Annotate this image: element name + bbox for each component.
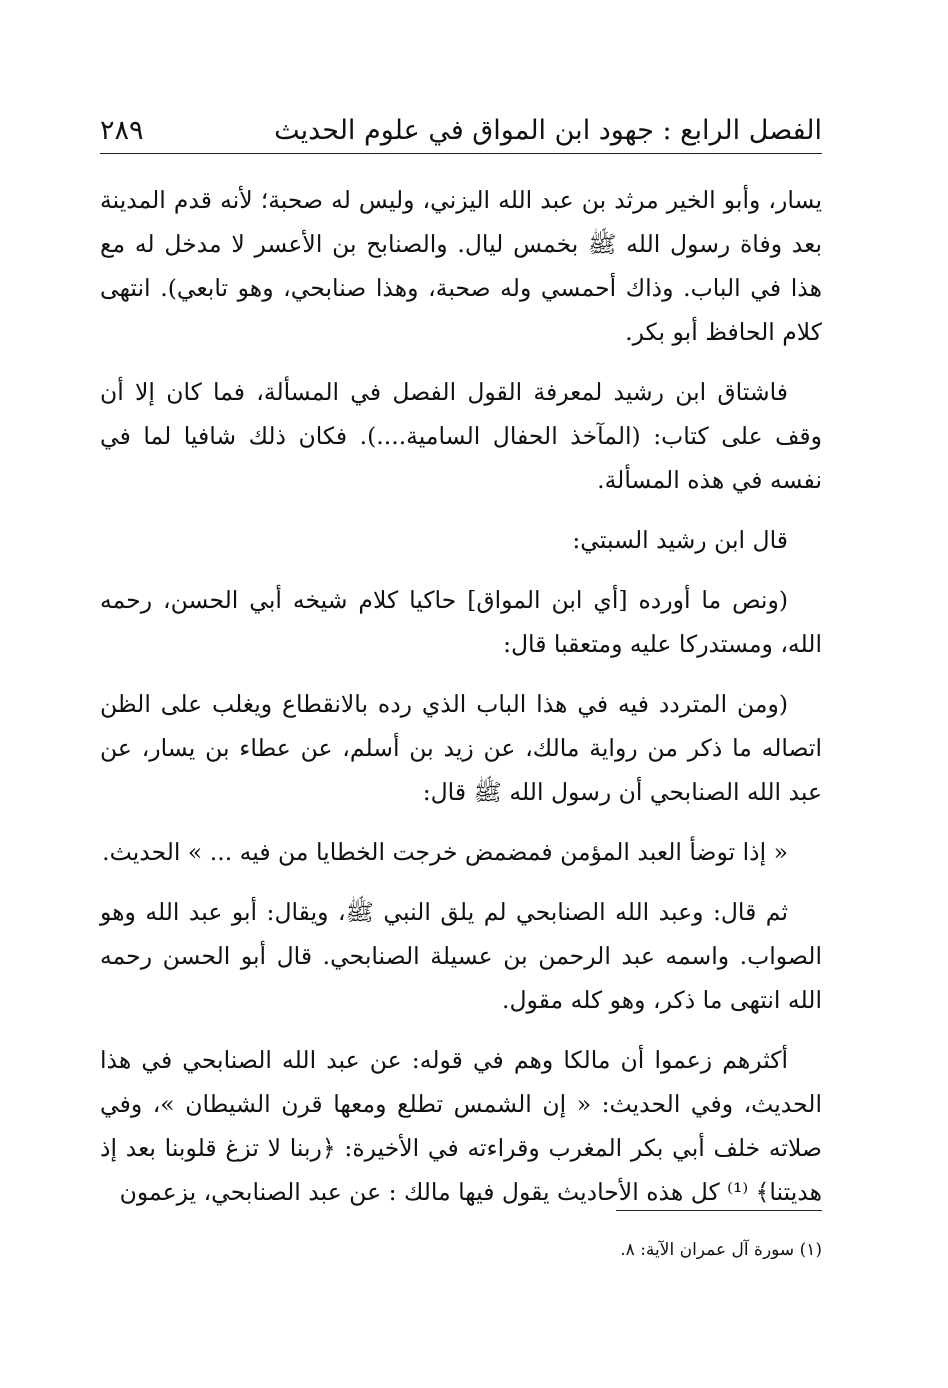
paragraph-8: أكثرهم زعموا أن مالكا وهم في قوله: عن عبد الله الصنابحي في هذا الحديث، وفي الحديث: « إن الشمس تطلع ومعها قرن الشيطان »، وفي صلاته خلف أبي بكر المغرب وقراءته في الأخيرة: ﴿ربنا لا تزغ قلوبنا بعد إذ هديتنا﴾ ⁽¹⁾ كل هذه الأحاديث يقول فيها مالك : عن عبد الصنابحي، يزعمون — [100, 1046, 822, 1206]
page-number: ٢٨٩ — [100, 114, 144, 146]
chapter-title: الفصل الرابع : جهود ابن المواق في علوم الحديث — [274, 114, 822, 146]
paragraph-5: (ومن المتردد فيه في هذا الباب الذي رده بالانقطاع ويغلب على الظن اتصاله ما ذكر من رواية مالك، عن زيد بن أسلم، عن عطاء بن يسار، عن عبد الله الصنابحي أن رسول الله ﷺ قال: — [100, 690, 822, 806]
paragraph-7: ثم قال: وعبد الله الصنابحي لم يلق النبي ﷺ، ويقال: أبو عبد الله وهو الصواب. واسمه عبد الرحمن بن عسيلة الصنابحي. قال أبو الحسن رحمه الله انتهى ما ذكر، وهو كله مقول. — [100, 898, 822, 1014]
paragraph-1: يسار، وأبو الخير مرثد بن عبد الله اليزني، وليس له صحبة؛ لأنه قدم المدينة بعد وفاة رسول الله ﷺ بخمس ليال. والصنابح بن الأعسر لا مدخل له مع هذا في الباب. وذاك أحمسي وله صحبة، وهذا صنابحي، وهو تابعي). انتهى كلام الحافظ أبو بكر. — [100, 186, 822, 346]
book-page — [100, 0, 822, 1388]
body-text — [100, 178, 822, 1230]
footnote-rule — [616, 1210, 822, 1211]
paragraph-2: فاشتاق ابن رشيد لمعرفة القول الفصل في المسألة، فما كان إلا أن وقف على كتاب: (المآخذ الحفال السامية....). فكان ذلك شافيا لما في نفسه في هذه المسألة. — [100, 378, 822, 494]
paragraph-4: (ونص ما أورده [أي ابن المواق] حاكيا كلام شيخه أبي الحسن، رحمه الله، ومستدركا عليه ومتعقبا قال: — [100, 586, 822, 658]
running-header — [100, 108, 822, 152]
paragraph-3: قال ابن رشيد السبتي: — [572, 526, 788, 554]
footnote: (١) سورة آل عمران الآية: ٨. — [620, 1240, 822, 1260]
header-rule — [100, 153, 822, 154]
paragraph-6: « إذا توضأ العبد المؤمن فمضمض خرجت الخطايا من فيه ... » الحديث. — [102, 838, 788, 866]
